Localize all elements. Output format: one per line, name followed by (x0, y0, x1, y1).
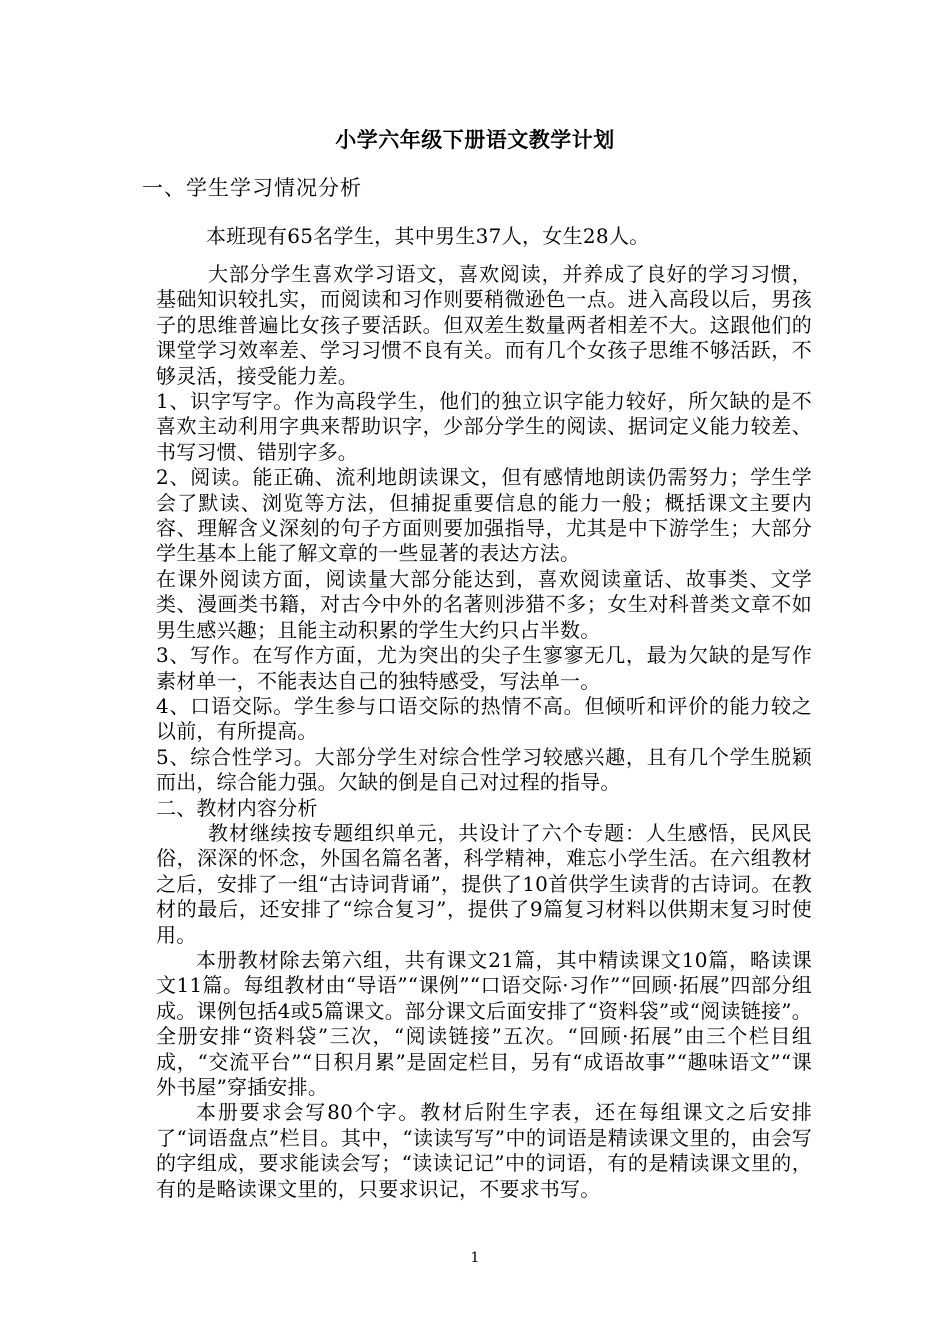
paragraph-character-requirements: 本册要求会写80个字。教材后附生字表，还在每组课文之后安排了“词语盘点”栏目。其中，“读读写写”中的词语是精读课文里的，由会写的字组成，要求能读会写；“读读记记”中的词语，有的是精读课文里的，有的是略读课文里的，只要求识记，不要求书写。 (156, 1100, 812, 1201)
paragraph-literacy: 1、识字写字。作为高段学生，他们的独立识字能力较好，所欠缺的是不喜欢主动利用字典来帮助识字，少部分学生的阅读、据词定义能力较差、书写习惯、错别字多。 (156, 389, 812, 464)
paragraph-extracurricular-reading: 在课外阅读方面，阅读量大部分能达到，喜欢阅读童话、故事类、文学类、漫画类书籍，对古今中外的名著则涉猎不多；女生对科普类文章不如男生感兴趣；且能主动积累的学生大约只占半数。 (156, 566, 812, 642)
paragraph-textbook-themes: 教材继续按专题组织单元，共设计了六个专题：人生感悟，民风民俗，深深的怀念，外国名篇名著，科学精神，难忘小学生活。在六组教材之后，安排了一组“古诗词背诵”，提供了10首供学生读背的古诗词。在教材的最后，还安排了“综合复习”，提供了9篇复习材料以供期末复习时使用。 (156, 820, 812, 947)
class-summary-paragraph: 本班现有65名学生，其中男生37人，女生28人。 (206, 224, 650, 248)
paragraph-textbook-structure: 本册教材除去第六组，共有课文21篇，其中精读课文10篇，略读课文11篇。每组教材由“导语”“课例”“口语交际·习作”“回顾·拓展”四部分组成。课例包括4或5篇课文。部分课文后面安排了“资料袋”或“阅读链接”。全册安排“资料袋”三次，“阅读链接”五次。“回顾·拓展”由三个栏目组成，“交流平台”“日积月累”是固定栏目，另有“成语故事”“趣味语文”“课外书屋”穿插安排。 (156, 947, 812, 1099)
document-title: 小学六年级下册语文教学计划 (335, 127, 615, 152)
paragraph-reading: 2、阅读。能正确、流利地朗读课文，但有感情地朗读仍需努力；学生学会了默读、浏览等方法，但捕捉重要信息的能力一般；概括课文主要内容、理解含义深刻的句子方面则要加强指导，尤其是中下游学生；大部分学生基本上能了解文章的一些显著的表达方法。 (156, 465, 812, 566)
section-heading-textbook-analysis: 二、教材内容分析 (156, 795, 318, 820)
paragraph-writing: 3、写作。在写作方面，尤为突出的尖子生寥寥无几，最为欠缺的是写作素材单一，不能表达自己的独特感受，写法单一。 (156, 643, 812, 693)
section-heading-student-analysis: 一、学生学习情况分析 (142, 176, 362, 200)
paragraph-oral-communication: 4、口语交际。学生参与口语交际的热情不高。但倾听和评价的能力较之以前，有所提高。 (156, 693, 812, 744)
paragraph-overview: 大部分学生喜欢学习语文，喜欢阅读，并养成了良好的学习习惯，基础知识较扎实，而阅读和习作则要稍微逊色一点。进入高段以后，男孩子的思维普遍比女孩子要活跃。但双差生数量两者相差不大。这跟他们的课堂学习效率差、学习习惯不良有关。而有几个女孩子思维不够活跃，不够灵活，接受能力差。 (156, 262, 812, 388)
page-number: 1 (470, 1250, 480, 1266)
document-body (156, 262, 812, 1202)
paragraph-comprehensive-learning: 5、综合性学习。大部分学生对综合性学习较感兴趣，且有几个学生脱颖而出，综合能力强。欠缺的倒是自己对过程的指导。 (156, 744, 812, 795)
